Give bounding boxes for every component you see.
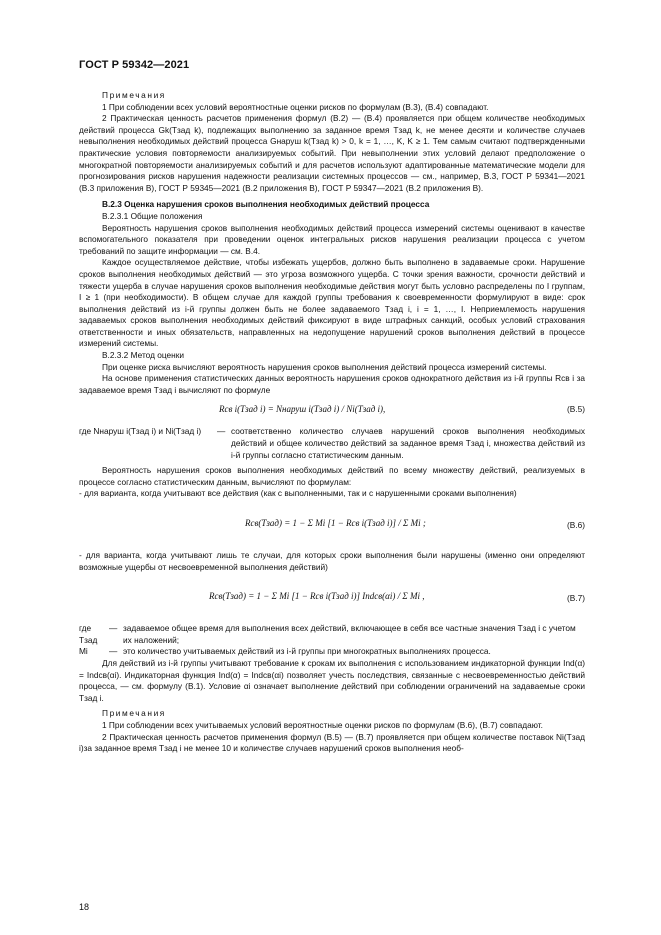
paragraph: - для варианта, когда учитывают все действия (как с выполненными, так и с нарушенными сроками выполнения) <box>79 488 517 499</box>
formula-expression: Rсв(Tзад) = 1 − Σ Mi [1 − Rсв i(Tзад i)] / Σ Mi ; <box>245 518 426 528</box>
where-row <box>79 646 585 658</box>
where-term: где Tзад <box>79 623 98 645</box>
formula-b7 <box>79 573 585 623</box>
paragraph: Вероятность нарушения сроков выполнения необходимых действий процесса измерений системы оценивают в качестве вспомогательного показателя при проведении оценок интегральных рисков нарушения реализации процесса с учетом требований по защите информации — см. В.4. <box>79 222 585 256</box>
notes-title: Примечания <box>102 708 166 719</box>
definition-row <box>79 426 585 461</box>
note-item: 1 При соблюдении всех условий вероятностные оценки рисков по формулам (В.3), (В.4) совпадают. <box>102 101 489 112</box>
where-term: Mi <box>79 646 88 657</box>
paragraph: Для действий из i-й группы учитывают требование к срокам их выполнения с использованием индикаторной функции Ind(α) = Indсв(αi). Индикаторная функция Ind(α) = Indсв(αi) позволяет учесть последствия, связанные с несвоевременностью действий процесса, — см. формулу (В.1). Условие αi означает выполнение действий при соблюдении ограничений на задаваемые сроки Tзад i. <box>79 657 585 703</box>
paragraph: Вероятность нарушения сроков выполнения необходимых действий по всему множеству действий, реализуемых в процессе согласно статистическим данным, вычисляют по формулам: <box>79 465 585 487</box>
note-item: 1 При соблюдении всех учитываемых условий вероятностные оценки рисков по формулам (В.6), (В.7) совпадают. <box>102 719 543 730</box>
definition-dash: — <box>217 426 226 437</box>
where-row <box>79 623 585 646</box>
formula-expression: Rсв(Tзад) = 1 − Σ Mi [1 − Rсв i(Tзад i)] Indсв(αi) / Σ Mi , <box>209 591 425 602</box>
notes-title: Примечания <box>102 90 166 100</box>
page-number: 18 <box>79 902 90 912</box>
section-title: В.2.3 Оценка нарушения сроков выполнения необходимых действий процесса <box>102 199 430 210</box>
formula-number: (В.5) <box>567 404 585 415</box>
paragraph: На основе применения статистических данных вероятность нарушения сроков однократного действия из i-й группы Rсв i за задаваемое время Tзад i вычисляют по формуле <box>79 373 585 395</box>
where-text: задаваемое общее время для выполнения всех действий, включающее в себя все частные значения Tзад i с учетом их наложений; <box>123 623 576 645</box>
formula-b5 <box>79 396 585 426</box>
note-item: 2 Практическая ценность расчетов применения формул (В.2) — (В.4) проявляется при общем количестве необходимых действий процесса Gk(Tзад k), подлежащих выполнению за заданное время Tзад k, не менее десяти и количестве случаев невыполнения необходимых действий процесса Gнаруш k(Tзад k) > 0, k = 1, …, K, K ≥ 1. Тем самым считают подтвержденными практические условия повторяемости анализируемых событий. При невыполнении этих условий делают предположение о многократной повторяемости анализируемых событий и для расчетов используют адаптированные математические модели для прогнозирования рисков нарушения надежности реализации системных процессов — см., например, В.3, ГОСТ Р 59341—2021 (В.3 приложения В), ГОСТ Р 59345—2021 (В.2 приложения В), ГОСТ Р 59347—2021 (В.2 приложения В). <box>79 113 585 193</box>
paragraph: Каждое осуществляемое действие, чтобы избежать ущербов, должно быть выполнено в задаваемые сроки. Нарушение сроков выполнения необходимых действий — это угроза возможного ущерба. С точки зрения важности, срочности действий и тяжести ущерба в случае нарушения сроков выполнения необходимые действия могут быть условно распределены по I группам, I ≥ 1 (при необходимости). В общем случае для каждой группы требования к своевременности формулируют в виде: срок выполнения действий из i-й группы должен быть не более задаваемого Tзад i, i = 1, …, I. Неприемлемость нарушения задаваемых сроков выполнения необходимых действий фиксируют в виде штрафных санкций, особых условий страхования ответственности и иных обязательств, направленных на недопущение нарушений сроков выполнения действий в процессе измерений системы. <box>79 257 585 349</box>
formula-number: (В.7) <box>567 593 585 604</box>
document-header: ГОСТ Р 59342—2021 <box>79 59 190 71</box>
subsection-title: В.2.3.1 Общие положения <box>102 210 203 221</box>
definition-text: соответственно количество случаев нарушений сроков выполнения необходимых действий и общее количество действий за заданное время Tзад i, множества действий из i-й группы согласно статистическим данным. <box>231 426 585 460</box>
paragraph: - для варианта, когда учитывают лишь те случаи, для которых сроки выполнения были нарушены (именно они определяют возможные ущербы от несвоевременной выполнения действий) <box>79 550 585 572</box>
formula-expression: Rсв i(Tзад i) = Nнаруш i(Tзад i) / Ni(Tзад i), <box>219 404 386 415</box>
note-item: 2 Практическая ценность расчетов применения формул (В.5) — (В.7) проявляется при общем количестве поставок Ni(Tзад i)за заданное время Tзад i не менее 10 и количестве случаев нарушений сроков выполнения необ- <box>79 731 585 754</box>
where-dash: — <box>109 623 118 634</box>
formula-number: (В.6) <box>567 520 585 530</box>
page-content <box>79 90 585 755</box>
paragraph: При оценке риска вычисляют вероятность нарушения сроков выполнения действий процесса измерений системы. <box>102 361 547 372</box>
definition-term: где Nнаруш i(Tзад i) и Ni(Tзад i) <box>79 426 202 437</box>
formula-b6 <box>79 500 585 550</box>
subsection-title: В.2.3.2 Метод оценки <box>102 350 184 361</box>
where-text: это количество учитываемых действий из i-й группы при многократных выполнениях процесса. <box>123 646 491 657</box>
where-dash: — <box>109 646 118 657</box>
